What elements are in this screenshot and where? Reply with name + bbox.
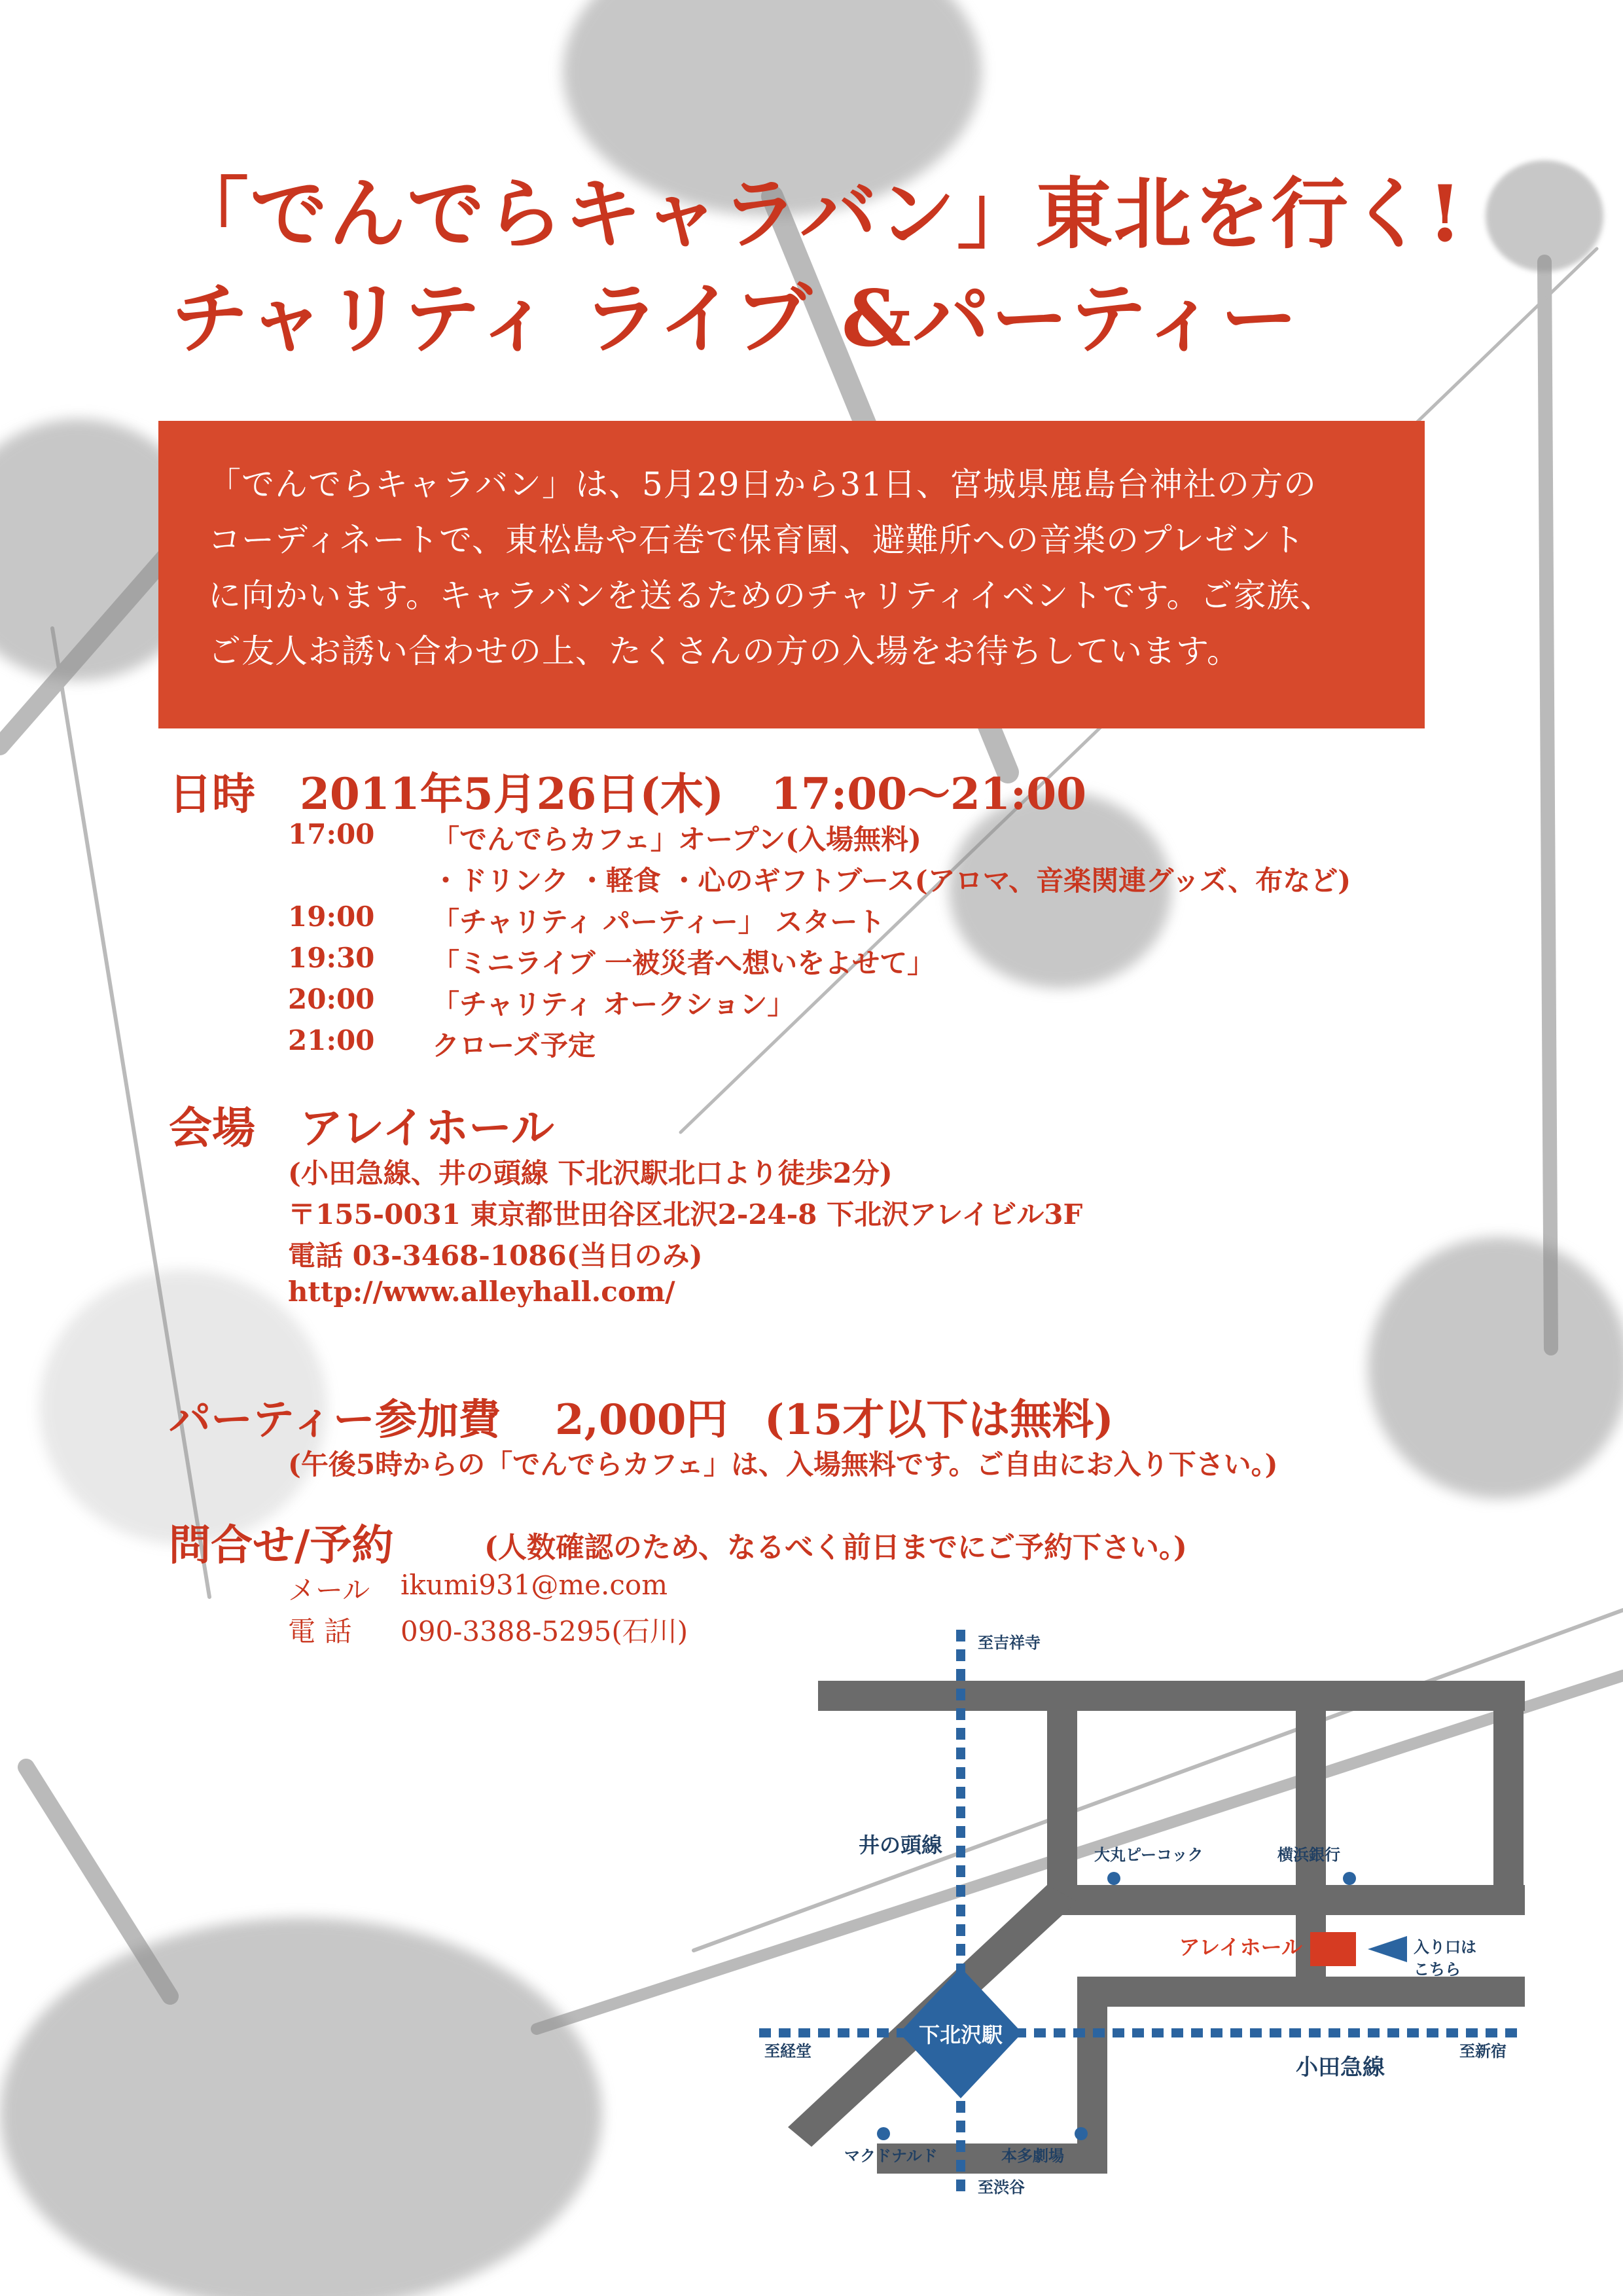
road bbox=[1077, 1977, 1525, 2007]
venue-url-link[interactable]: http://www.alleyhall.com/ bbox=[288, 1276, 675, 1308]
fee-amount: 2,000円 bbox=[555, 1395, 728, 1444]
schedule-text: 「チャリティ オークション」 bbox=[432, 988, 795, 1020]
page-title-line1: 「でんでらキャラバン」東北を行く! bbox=[171, 168, 1463, 259]
venue-name: アレイホール bbox=[300, 1102, 554, 1153]
mcdonalds-label: マクドナルド bbox=[844, 2147, 938, 2165]
station-label: 下北沢駅 bbox=[918, 2022, 1003, 2047]
road bbox=[1493, 1681, 1524, 1890]
mail-label: メール bbox=[288, 1574, 370, 1606]
honda-theater-label: 本多劇場 bbox=[1001, 2147, 1064, 2165]
schedule-text: ・ドリンク ・軽食 ・心のギフトブース(アロマ、音楽関連グッズ、布など) bbox=[432, 865, 1351, 897]
alley-hall-marker bbox=[1310, 1932, 1356, 1966]
to-shibuya-label: 至渋谷 bbox=[978, 2178, 1025, 2197]
mail-address-link[interactable]: ikumi931@me.com bbox=[401, 1569, 668, 1601]
access-map bbox=[759, 1623, 1558, 2199]
to-kichijoji-label: 至吉祥寺 bbox=[978, 1634, 1041, 1652]
fee-note: (15才以下は無料) bbox=[764, 1395, 1114, 1444]
entrance-arrow-icon bbox=[1368, 1936, 1407, 1962]
schedule-time: 21:00 bbox=[288, 1024, 375, 1056]
fee-label: パーティー参加費 bbox=[169, 1395, 501, 1444]
inokashira-label: 井の頭線 bbox=[858, 1833, 942, 1857]
daimaru-label: 大丸ピーコック bbox=[1094, 1846, 1204, 1864]
entrance-label: こちら bbox=[1414, 1960, 1461, 1979]
schedule-time: 17:00 bbox=[288, 818, 375, 850]
schedule-time: 19:30 bbox=[288, 942, 375, 974]
contact-label: 問合せ/予約 bbox=[169, 1521, 394, 1570]
venue-access: (小田急線、井の頭線 下北沢駅北口より徒歩2分) bbox=[288, 1157, 893, 1189]
intro-line: に向かいます。キャラバンを送るためのチャリティイベントです。ご家族、 bbox=[208, 577, 1334, 615]
road bbox=[1047, 1689, 1077, 1905]
tel-number: 090-3388-5295(石川) bbox=[401, 1615, 688, 1647]
fee-sub-note: (午後5時からの「でんでらカフェ」は、入場無料です。ご自由にお入り下さい。) bbox=[288, 1448, 1278, 1480]
event-date: 2011年5月26日(木) bbox=[300, 768, 724, 819]
schedule-text: 「でんでらカフェ」オープン(入場無料) bbox=[432, 823, 921, 855]
schedule-time: 19:00 bbox=[288, 901, 375, 933]
to-shinjuku-label: 至新宿 bbox=[1459, 2042, 1507, 2060]
intro-line: ご友人お誘い合わせの上、たくさんの方の入場をお待ちしています。 bbox=[208, 632, 1240, 670]
schedule-time: 20:00 bbox=[288, 983, 375, 1015]
venue-address: 〒155-0031 東京都世田谷区北沢2-24-8 下北沢アレイビル3F bbox=[288, 1198, 1083, 1230]
odakyu-label: 小田急線 bbox=[1296, 2054, 1385, 2081]
schedule-label: 日時 bbox=[169, 768, 255, 819]
road bbox=[1047, 1885, 1525, 1915]
contact-note: (人数確認のため、なるべく前日までにご予約下さい。) bbox=[484, 1531, 1187, 1564]
schedule-text: 「チャリティ パーティー」 スタート bbox=[432, 906, 885, 938]
entrance-label: 入り口は bbox=[1414, 1938, 1476, 1956]
schedule-text: 「ミニライブ 一被災者へ想いをよせて」 bbox=[432, 947, 935, 979]
venue-label: 会場 bbox=[169, 1102, 255, 1153]
page-title-line2: チャリティ ライブ &パーティー bbox=[171, 273, 1299, 364]
event-time: 17:00〜21:00 bbox=[771, 768, 1087, 819]
landmark-dot bbox=[1075, 2127, 1088, 2140]
roads bbox=[788, 1681, 1525, 2174]
alley-hall-label: アレイホール bbox=[1179, 1935, 1302, 1960]
landmark-dot bbox=[1343, 1872, 1356, 1885]
intro-line: コーディネートで、東松島や石巻で保育園、避難所への音楽のプレゼント bbox=[208, 521, 1305, 559]
to-kyodo-label: 至経堂 bbox=[764, 2042, 812, 2060]
yokohama-bank-label: 横浜銀行 bbox=[1277, 1846, 1340, 1864]
landmark-dot bbox=[877, 2127, 890, 2140]
venue-phone: 電話 03-3468-1086(当日のみ) bbox=[288, 1240, 703, 1272]
intro-line: 「でんでらキャラバン」は、5月29日から31日、宮城県鹿島台神社の方の bbox=[208, 465, 1317, 503]
road bbox=[818, 1681, 1525, 1711]
landmark-dot bbox=[1107, 1872, 1120, 1885]
schedule-text: クローズ予定 bbox=[432, 1030, 596, 1062]
tel-label: 電 話 bbox=[288, 1615, 352, 1647]
